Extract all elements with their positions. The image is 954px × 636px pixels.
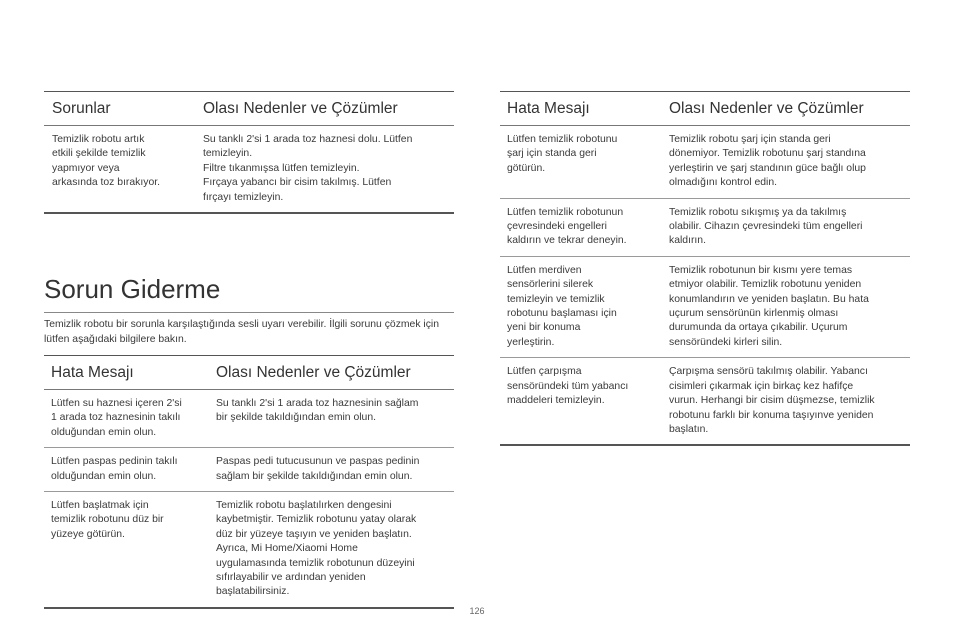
header-problems: Sorunlar: [52, 99, 111, 117]
table-row: [44, 448, 454, 492]
table-row: [500, 358, 910, 446]
page-number: 126: [469, 606, 485, 616]
table-row: [500, 199, 910, 257]
solution-cell: Paspas pedi tutucusunun ve paspas pedinin sağlam bir şekilde takıldığından emin olun.: [216, 456, 420, 482]
table-row: [500, 257, 910, 358]
problems-table: [44, 91, 454, 214]
header-causes-solutions: Olası Nedenler ve Çözümler: [203, 99, 398, 117]
header-error-message: Hata Mesajı: [51, 363, 134, 381]
table-row: [44, 390, 454, 448]
header-error-message: Hata Mesajı: [507, 99, 590, 117]
section-title: Sorun Giderme: [44, 274, 221, 304]
error-cell: Lütfen temizlik robotunun çevresindeki engelleri kaldırın ve tekrar deneyin.: [507, 206, 627, 247]
solution-cell: Su tanklı 2'si 1 arada toz haznesi dolu. Lütfen temizleyin. Filtre tıkanmışsa lütfen temizleyin. Fırçaya yabancı bir cisim takılmış. Lütfen fırçayı temizleyin.: [203, 134, 413, 203]
error-cell: Lütfen başlatmak için temizlik robotunu düz bir yüzeye götürün.: [51, 500, 164, 540]
error-cell: Lütfen çarpışma sensöründeki tüm yabancı maddeleri temizleyin.: [507, 366, 629, 407]
table-header: [44, 91, 454, 126]
error-cell: Lütfen su haznesi içeren 2'si 1 arada toz haznesinin takılı olduğundan emin olun.: [51, 398, 182, 438]
section-divider: [44, 312, 454, 313]
error-cell: Lütfen temizlik robotunu şarj için standa geri götürün.: [507, 134, 618, 174]
table-header: [500, 91, 910, 126]
error-messages-table-left: [44, 355, 454, 609]
problem-cell: Temizlik robotu artık etkili şekilde temizlik yapmıyor veya arkasında toz bırakıyor.: [52, 134, 161, 189]
error-messages-table-right: [500, 91, 910, 446]
error-cell: Lütfen paspas pedinin takılı olduğundan emin olun.: [51, 456, 178, 482]
solution-cell: Çarpışma sensörü takılmış olabilir. Yabancı cisimleri çıkarmak için birkaç kez hafifçe vurun. Herhangi bir cisim düşmezse, temizlik robotunu farklı bir konuma taşıyınve yeniden başlatın.: [669, 366, 875, 435]
section-intro: Temizlik robotu bir sorunla karşılaştığında sesli uyarı verebilir. İlgili sorunu çözmek için lütfen aşağıdaki bilgilere bakın.: [44, 319, 439, 345]
error-cell: Lütfen merdiven sensörlerini silerek temizleyin ve temizlik robotunu başlaması için yeni bir konuma yerleştirin.: [507, 264, 617, 348]
solution-cell: Temizlik robotu sıkışmış ya da takılmış olabilir. Cihazın çevresindeki tüm engelleri kaldırın.: [669, 206, 863, 247]
solution-cell: Temizlik robotu başlatılırken dengesini kaybetmiştir. Temizlik robotunu yatay olarak düz bir yüzeye taşıyın ve yeniden başlatın. Ayrıca, Mi Home/Xiaomi Home uygulamasında temizlik robotunun düzeyini sıfırlayabilir ve ardından yeniden başlatabilirsiniz.: [216, 500, 417, 598]
table-row: [44, 492, 454, 609]
solution-cell: Temizlik robotu şarj için standa geri dönemiyor. Temizlik robotunu şarj standına yerleştirin ve şarj standının güce bağlı olup olmadığını kontrol edin.: [669, 134, 866, 189]
header-causes-solutions: Olası Nedenler ve Çözümler: [216, 363, 411, 381]
solution-cell: Temizlik robotunun bir kısmı yere temas etmiyor olabilir. Temizlik robotunu yeniden konumlandırın ve yeniden başlatın. Bu hata uçurum sensörünün kirlenmiş olması durumunda da ortaya çıkabilir. Uçurum sensöründeki kirleri silin.: [669, 264, 869, 348]
header-causes-solutions: Olası Nedenler ve Çözümler: [669, 99, 864, 117]
table-row: [44, 126, 454, 214]
table-header: [44, 355, 454, 390]
table-row: [500, 126, 910, 199]
solution-cell: Su tanklı 2'si 1 arada toz haznesinin sağlam bir şekilde takıldığından emin olun.: [216, 398, 419, 424]
